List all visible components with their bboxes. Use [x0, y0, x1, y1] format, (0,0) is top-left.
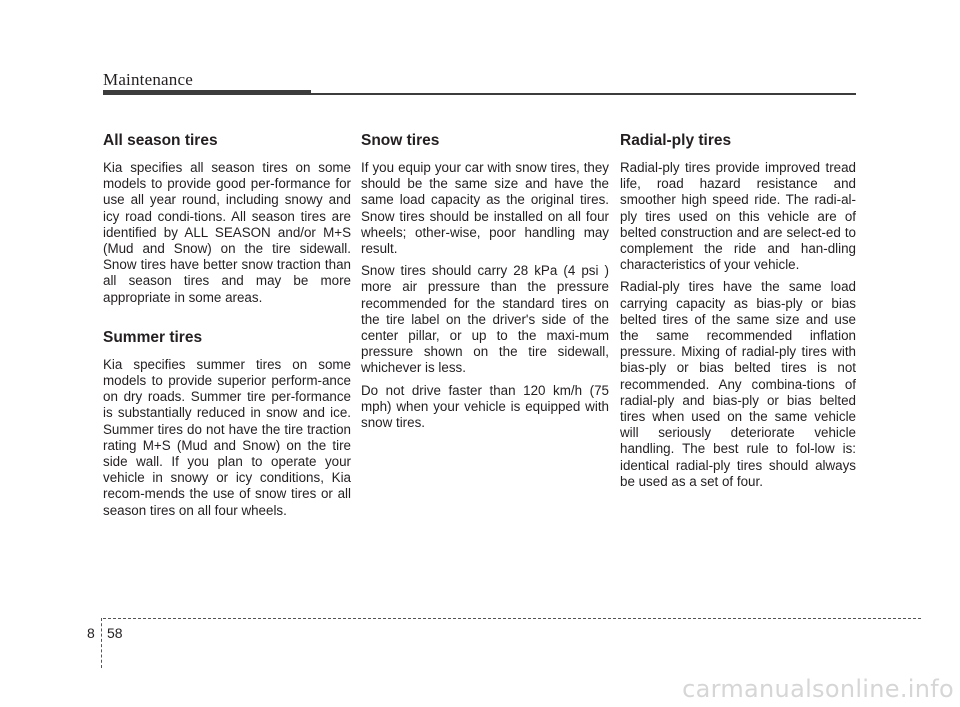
footer-rule [103, 618, 921, 619]
heading-summer-tires: Summer tires [103, 328, 203, 346]
page-header-title: Maintenance [103, 70, 193, 89]
column-middle [361, 131, 609, 437]
column-left [103, 131, 351, 525]
column-right [620, 131, 856, 496]
paragraph-radial-2: Radial-ply tires have the same load carrying capacity as bias-ply or bias belted tires of the same size and use the same recommended inflation pressure. Mixing of radial-ply tires with bias-ply or bias belted tires is not recommended. Any combina-tions of radial-ply and bias-ply or bias belted tires when used on the same vehicle will seriously deteriorate vehicle handling. The best rule to fol-low is: identical radial-ply tires should always be used as a set of four. [620, 279, 856, 489]
paragraph-radial-1: Radial-ply tires provide improved tread life, road hazard resistance and smoother high speed ride. The radi-al-ply tires used on this vehicle are of belted construction and are select-ed to complement the ride and han-dling characteristics of your vehicle. [620, 160, 856, 273]
header-rule-thick [103, 90, 311, 95]
paragraph-snow-1: If you equip your car with snow tires, they should be the same size and have the same load capacity as the original tires. Snow tires should be installed on all four wheels; other-wise, poor handling may result. [361, 160, 609, 257]
page-number: 58 [107, 625, 123, 641]
paragraph-summer-1: Kia specifies summer tires on some models to provide superior perform-ance on dry roads. Summer tire per-formance is substantially reduced in snow and ice. Summer tires do not have the tire traction rating M+S (Mud and Snow) on the tire side wall. If you plan to operate your vehicle in snowy or icy conditions, Kia recom-mends the use of snow tires or all season tires on all four wheels. [103, 356, 351, 518]
heading-snow-tires: Snow tires [361, 132, 440, 149]
watermark: carmanualsonline.info [682, 675, 954, 703]
header-rule-thin [311, 93, 856, 95]
heading-all-season-tires: All season tires [103, 132, 218, 149]
chapter-number: 8 [87, 625, 95, 641]
paragraph-snow-2: Snow tires should carry 28 kPa (4 psi ) more air pressure than the pressure recommended for the standard tires on the tire label on the driver's side of the center pillar, or up to the maxi-mum pressure shown on the tire sidewall, whichever is less. [361, 263, 609, 376]
footer-vertical-rule [101, 618, 102, 668]
paragraph-snow-3: Do not drive faster than 120 km/h (75 mph) when your vehicle is equipped with snow tires. [361, 382, 609, 431]
heading-radial-ply-tires: Radial-ply tires [620, 132, 732, 149]
paragraph-all-season-1: Kia specifies all season tires on some models to provide good per-formance for use all year round, including snowy and icy road condi-tions. All season tires are identified by ALL SEASON and/or M+S (Mud and Snow) on the tire sidewall. Snow tires have better snow traction than all season tires and may be more appropriate in some areas. [103, 160, 351, 305]
